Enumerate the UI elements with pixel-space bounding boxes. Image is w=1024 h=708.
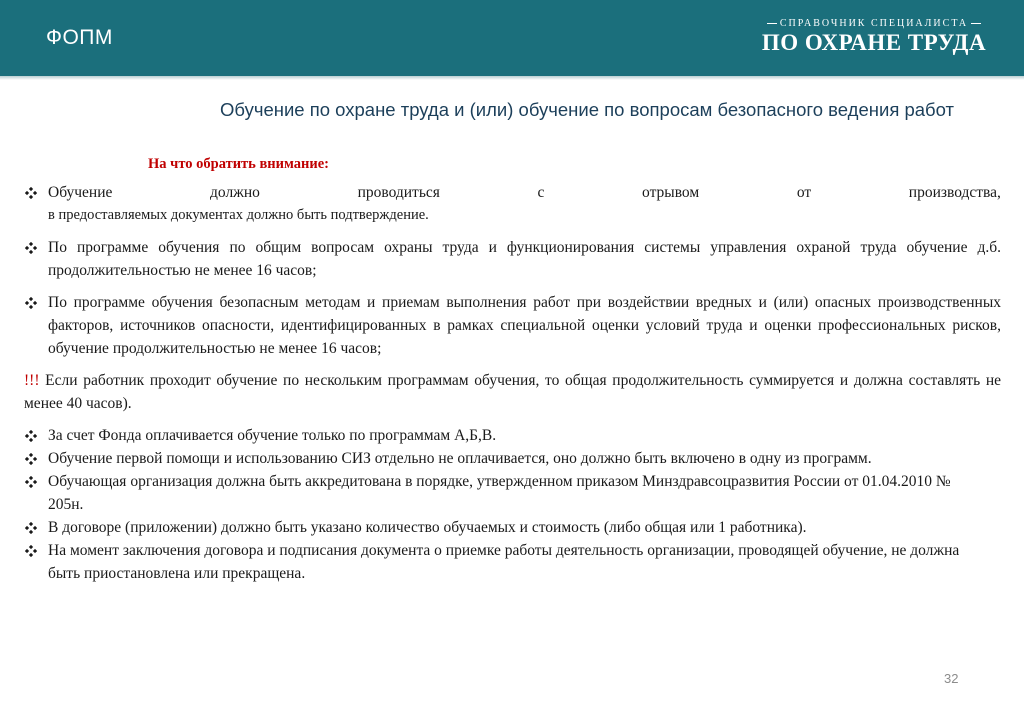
diamond-bullet-icon — [25, 291, 43, 314]
list-item — [24, 181, 1001, 227]
logo-tagline: СПРАВОЧНИК СПЕЦИАЛИСТА — [754, 18, 994, 29]
list-item: По программе обучения по общим вопросам охраны труда и функционирования системы управления охраной труда обучение д.б. продолжительностью не менее 16 часов; — [24, 236, 1001, 282]
diamond-bullet-icon — [25, 424, 43, 447]
list-item: За счет Фонда оплачивается обучение только по программам А,Б,В. — [24, 424, 1001, 447]
list-item: По программе обучения безопасным методам и приемам выполнения работ при воздействии вредных и (или) опасных производственных факторов, источников опасности, идентифицированных в рамках специальной оценки условий труда и оценки профессиональных рисков, обучение продолжительностью не менее 16 часов; — [24, 291, 1001, 360]
page-number: 32 — [944, 671, 959, 686]
logo-title: ПО ОХРАНЕ ТРУДА — [761, 30, 987, 55]
diamond-bullet-icon — [25, 516, 43, 539]
diamond-bullet-icon — [25, 181, 43, 204]
list-item: Обучающая организация должна быть аккредитована в порядке, утвержденном приказом Минздравсоцразвития России от 01.04.2010 № 205н. — [24, 470, 1001, 516]
list-item: Обучение первой помощи и использованию СИЗ отдельно не оплачивается, оно должно быть включено в одну из программ. — [24, 447, 1001, 470]
note-paragraph: !!! Если работник проходит обучение по нескольким программам обучения, то общая продолжительность суммируется и должна составлять не менее 40 часов). — [24, 372, 1001, 412]
diamond-bullet-icon — [25, 470, 43, 493]
header-bar — [0, 0, 1024, 76]
logo — [754, 18, 994, 56]
attention-heading: На что обратить внимание: — [148, 156, 330, 172]
exclamation-marks: !!! — [24, 372, 40, 389]
slide-content — [24, 181, 1001, 585]
diamond-bullet-icon — [25, 236, 43, 259]
diamond-bullet-icon — [25, 539, 43, 562]
list-item-line: Обучение должно проводиться с отрывом от производства, — [48, 184, 1001, 201]
list-item-line: в предоставляемых документах должно быть подтверждение. — [48, 207, 429, 223]
slide-title: Обучение по охране труда и (или) обучение по вопросам безопасного ведения работ — [219, 99, 955, 120]
header-shadow — [0, 76, 1024, 80]
list-item: В договоре (приложении) должно быть указано количество обучаемых и стоимость (либо общая или 1 работника). — [24, 516, 1001, 539]
diamond-bullet-icon — [25, 447, 43, 470]
list-item: На момент заключения договора и подписания документа о приемке работы деятельность организации, проводящей обучение, не должна быть приостановлена или прекращена. — [24, 539, 1001, 585]
brand-label: ФОПМ — [46, 26, 113, 49]
